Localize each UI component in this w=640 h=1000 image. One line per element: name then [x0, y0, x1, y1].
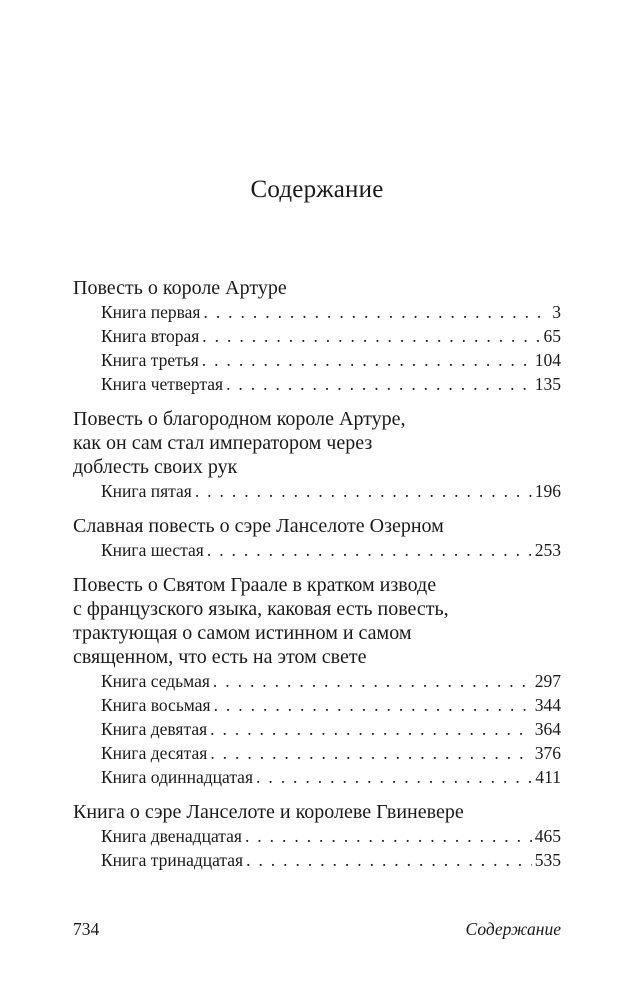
section-title-line: Книга о сэре Ланселоте и королеве Гвиневере	[73, 801, 464, 823]
section-title-line: трактующая о самом истинном и самом	[73, 622, 412, 644]
section-title-line: доблесть своих рук	[73, 456, 238, 478]
page-title: Содержание	[250, 176, 384, 203]
section-title-line: Повесть о благородном короле Артуре,	[73, 408, 406, 430]
toc-entry	[101, 538, 561, 562]
dot-leader	[202, 324, 540, 348]
table-of-contents	[73, 276, 561, 872]
toc-entry-label: Книга первая	[101, 302, 201, 322]
toc-entry-page-number: 104	[534, 350, 561, 370]
toc-entry	[101, 824, 561, 848]
toc-entry	[101, 693, 561, 717]
page-footer	[73, 917, 561, 941]
toc-entry-page-number: 364	[534, 719, 561, 739]
toc-section	[73, 800, 561, 872]
toc-entry-page-number: 344	[534, 695, 561, 715]
toc-entries	[73, 669, 561, 789]
dot-leader	[203, 300, 549, 324]
toc-entry-label: Книга третья	[101, 350, 199, 370]
toc-entry-page-number: 135	[534, 374, 561, 394]
dot-leader	[210, 717, 532, 741]
toc-entry	[101, 741, 561, 765]
dot-leader	[202, 348, 532, 372]
toc-entries	[73, 300, 561, 396]
toc-entry-page-number: 465	[534, 826, 561, 846]
toc-entries	[73, 824, 561, 872]
toc-section	[73, 573, 561, 789]
toc-entry-page-number: 196	[534, 481, 561, 501]
section-title-line: Повесть о короле Артуре	[73, 277, 287, 299]
page-number: 734	[73, 919, 100, 939]
toc-entry	[101, 717, 561, 741]
toc-entry	[101, 324, 561, 348]
toc-entry-page-number: 65	[543, 326, 561, 346]
toc-entry-label: Книга одиннадцатая	[101, 767, 253, 787]
dot-leader	[195, 479, 532, 503]
toc-entries	[73, 479, 561, 503]
dot-leader	[213, 669, 532, 693]
toc-entry-label: Книга тринадцатая	[101, 850, 244, 870]
toc-entry-label: Книга двенадцатая	[101, 826, 242, 846]
toc-section	[73, 276, 561, 396]
dot-leader	[226, 372, 532, 396]
toc-entry-label: Книга восьмая	[101, 695, 211, 715]
running-head: Содержание	[465, 919, 561, 939]
toc-entries	[73, 538, 561, 562]
toc-entry	[101, 372, 561, 396]
toc-section	[73, 407, 561, 503]
toc-entry	[101, 300, 561, 324]
dot-leader	[245, 824, 532, 848]
dot-leader	[207, 538, 532, 562]
dot-leader	[256, 765, 532, 789]
dot-leader	[246, 848, 532, 872]
toc-entry	[101, 765, 561, 789]
toc-entry-page-number: 297	[534, 671, 561, 691]
toc-entry-page-number: 376	[534, 743, 561, 763]
toc-entry	[101, 348, 561, 372]
toc-entry-label: Книга пятая	[101, 481, 192, 501]
toc-entry	[101, 669, 561, 693]
section-title-line: Славная повесть о сэре Ланселоте Озерном	[73, 515, 444, 537]
toc-entry-label: Книга десятая	[101, 743, 208, 763]
section-title-line: с французского языка, каковая есть повесть,	[73, 598, 449, 620]
toc-entry-label: Книга вторая	[101, 326, 200, 346]
dot-leader	[210, 741, 531, 765]
toc-entry-page-number: 535	[534, 850, 561, 870]
toc-entry-page-number: 3	[552, 302, 561, 322]
toc-entry-label: Книга шестая	[101, 540, 204, 560]
section-title-line: Повесть о Святом Граале в кратком изводе	[73, 574, 437, 596]
section-title-line: как он сам стал императором через	[73, 432, 373, 454]
toc-entry-label: Книга седьмая	[101, 671, 210, 691]
toc-entry-page-number: 411	[535, 767, 561, 787]
toc-entry	[101, 479, 561, 503]
toc-entry	[101, 848, 561, 872]
dot-leader	[214, 693, 532, 717]
toc-section	[73, 514, 561, 562]
section-title-line: священном, что есть на этом свете	[73, 646, 367, 668]
toc-entry-label: Книга девятая	[101, 719, 208, 739]
toc-entry-label: Книга четвертая	[101, 374, 224, 394]
toc-entry-page-number: 253	[534, 540, 561, 560]
